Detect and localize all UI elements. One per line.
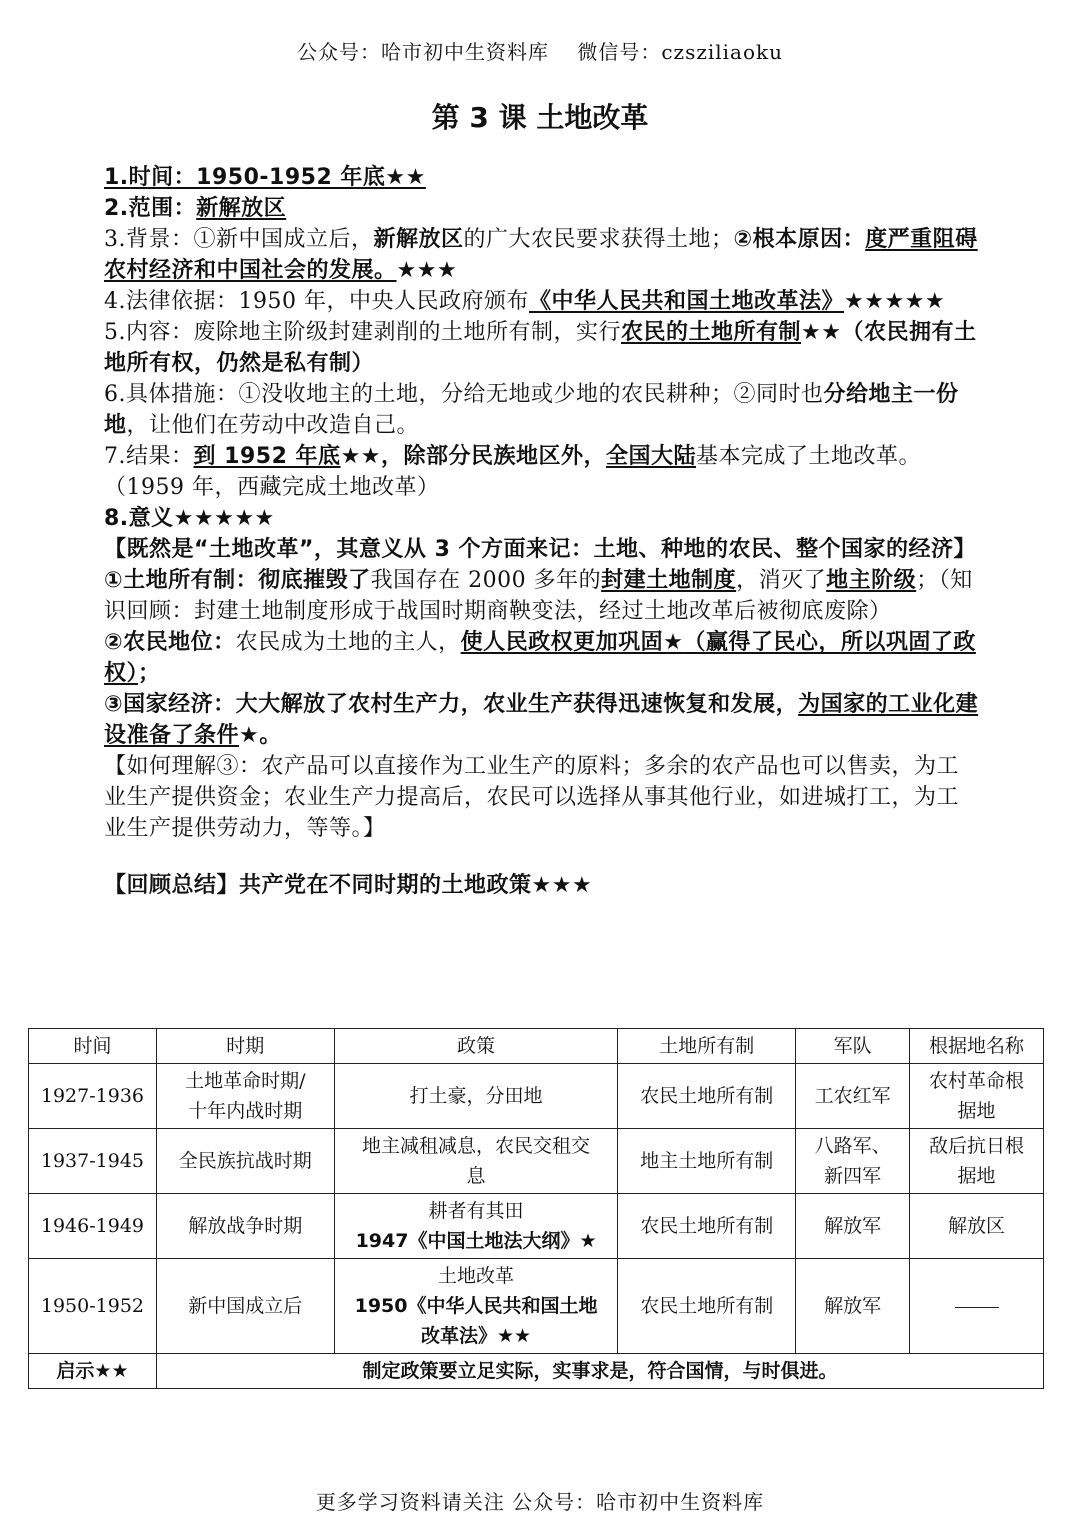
cell-policy: 耕者有其田 1947《中国土地法大纲》★ [334, 1194, 618, 1259]
lesson-content [104, 162, 980, 901]
dash-mark [955, 1307, 999, 1308]
cell-ownership: 农民土地所有制 [618, 1194, 796, 1259]
cell-period: 全民族抗战时期 [156, 1129, 334, 1194]
col-header-base: 根据地名称 [910, 1029, 1044, 1064]
col-header-time: 时间 [29, 1029, 157, 1064]
cell-period: 解放战争时期 [156, 1194, 334, 1259]
table-row [29, 1194, 1044, 1259]
cell-army: 解放军 [796, 1194, 910, 1259]
page-header: 公众号：哈市初中生资料库 微信号：czsziliaoku [296, 40, 784, 64]
cell-policy: 土地改革 1950《中华人民共和国土地 改革法》★★ [334, 1259, 618, 1354]
meaning-peasants: ②农民地位：农民成为土地的主人，使人民政权更加巩固★（赢得了民心，所以巩固了政权）； [104, 630, 976, 686]
cell-time: 1946-1949 [29, 1194, 157, 1259]
table-row [29, 1064, 1044, 1129]
cell-ownership: 农民土地所有制 [618, 1064, 796, 1129]
item-measures: 6.具体措施：①没收地主的土地，分给无地或少地的农民耕种；②同时也分给地主一份地，让他们在劳动中改造自己。 [104, 382, 959, 438]
col-header-ownership: 土地所有制 [618, 1029, 796, 1064]
cell-ownership: 地主土地所有制 [618, 1129, 796, 1194]
insight-row [29, 1354, 1044, 1389]
cell-army: 解放军 [796, 1259, 910, 1354]
item-time: 1.时间：1950-1952 年底★★ [104, 165, 426, 190]
understanding-note: 【如何理解③：农产品可以直接作为工业生产的原料；多余的农产品也可以售卖，为工业生产提供资金；农业生产力提高后，农民可以选择从事其他行业，如进城打工，为工业生产提供劳动力，等等。】 [104, 754, 960, 841]
cell-ownership: 农民土地所有制 [618, 1259, 796, 1354]
insight-label: 启示★★ [29, 1354, 157, 1389]
meaning-land: ①土地所有制：彻底摧毁了我国存在 2000 多年的封建土地制度，消灭了地主阶级；（知识回顾：封建土地制度形成于战国时期商鞅变法，经过土地改革后被彻底废除） [104, 568, 973, 624]
col-header-policy: 政策 [334, 1029, 618, 1064]
item-background: 3.背景：①新中国成立后，新解放区的广大农民要求获得土地；②根本原因：度严重阻碍农村经济和中国社会的发展。★★★ [104, 227, 978, 283]
page-title: 第 3 课 土地改革 [431, 101, 649, 134]
col-header-period: 时期 [156, 1029, 334, 1064]
cell-policy: 打土豪，分田地 [334, 1064, 618, 1129]
cell-time: 1927-1936 [29, 1064, 157, 1129]
item-result-note: （1959 年，西藏完成土地改革） [104, 475, 440, 500]
col-header-army: 军队 [796, 1029, 910, 1064]
cell-time: 1937-1945 [29, 1129, 157, 1194]
table-row [29, 1259, 1044, 1354]
cell-time: 1950-1952 [29, 1259, 157, 1354]
cell-base [910, 1259, 1044, 1354]
insight-text: 制定政策要立足实际，实事求是，符合国情，与时俱进。 [156, 1354, 1043, 1389]
table-row [29, 1129, 1044, 1194]
item-meaning: 8.意义★★★★★ [104, 506, 275, 531]
meaning-note: 【既然是“土地改革”，其意义从 3 个方面来记：土地、种地的农民、整个国家的经济】 [104, 537, 977, 562]
land-policy-table [28, 1028, 1044, 1389]
item-scope: 2.范围：新解放区 [104, 196, 287, 221]
cell-period: 土地革命时期/ 十年内战时期 [156, 1064, 334, 1129]
cell-base: 敌后抗日根 据地 [910, 1129, 1044, 1194]
item-law: 4.法律依据：1950 年，中央人民政府颁布《中华人民共和国土地改革法》★★★★★ [104, 289, 946, 314]
cell-base: 解放区 [910, 1194, 1044, 1259]
item-result: 7.结果：到 1952 年底★★，除部分民族地区外，全国大陆基本完成了土地改革。 [104, 444, 922, 469]
cell-base: 农村革命根 据地 [910, 1064, 1044, 1129]
cell-army: 八路军、 新四军 [796, 1129, 910, 1194]
page-footer: 更多学习资料请关注 公众号：哈市初中生资料库 [315, 1490, 765, 1514]
summary-heading: 【回顾总结】共产党在不同时期的土地政策★★★ [104, 873, 593, 898]
item-content: 5.内容：废除地主阶级封建剥削的土地所有制，实行农民的土地所有制★★（农民拥有土地所有权，仍然是私有制） [104, 320, 977, 376]
table-header-row [29, 1029, 1044, 1064]
cell-army: 工农红军 [796, 1064, 910, 1129]
cell-period: 新中国成立后 [156, 1259, 334, 1354]
cell-policy: 地主减租减息，农民交租交 息 [334, 1129, 618, 1194]
meaning-economy: ③国家经济：大大解放了农村生产力，农业生产获得迅速恢复和发展，为国家的工业化建设准备了条件★。 [104, 692, 979, 748]
